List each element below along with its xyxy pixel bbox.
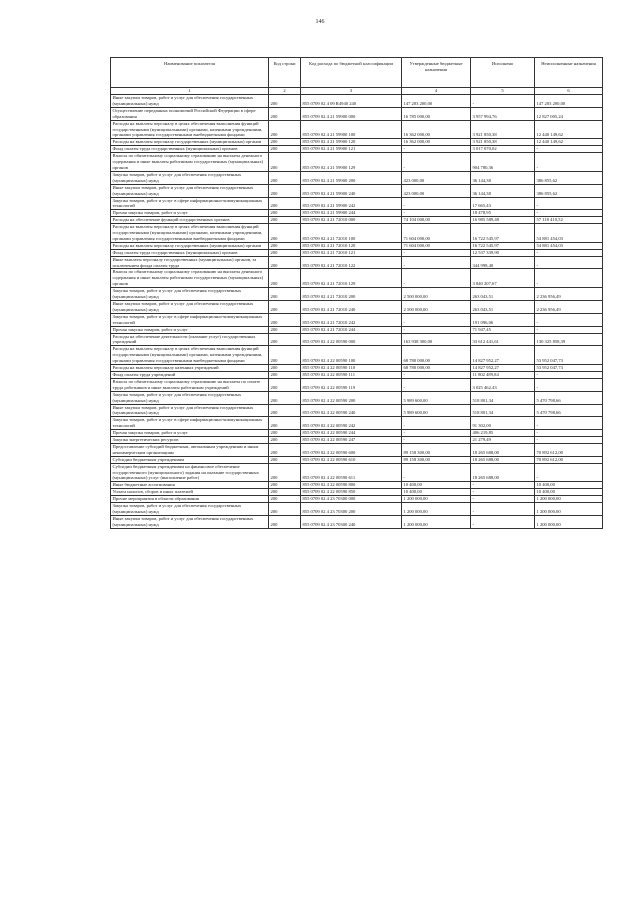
row-executed-cell: 191 096,06 bbox=[471, 313, 535, 326]
row-approved-cell: 2 500 000,00 bbox=[402, 288, 471, 301]
row-unexecuted-cell: 70 892 612,00 bbox=[535, 456, 603, 463]
row-name-cell: Расходы на обеспечение функций государственных органов bbox=[111, 217, 269, 224]
row-unexecuted-cell: 130 325 858,39 bbox=[535, 333, 603, 346]
row-code-cell: 200 bbox=[269, 463, 301, 482]
table-row bbox=[111, 333, 603, 346]
row-code-cell: 200 bbox=[269, 391, 301, 404]
row-classification-cell: 855 0709 02 4 21 72010 129 bbox=[301, 269, 402, 288]
row-code-cell: 200 bbox=[269, 456, 301, 463]
table-row bbox=[111, 496, 603, 503]
row-classification-cell: 855 0709 02 4 23 70300 000 bbox=[301, 496, 402, 503]
row-approved-cell: - bbox=[402, 437, 471, 444]
row-executed-cell: 33 612 441,61 bbox=[471, 333, 535, 346]
header-approved: Утвержденные бюджетные назначения bbox=[402, 58, 471, 88]
row-name-cell: Закупка энергетических ресурсов bbox=[111, 437, 269, 444]
row-classification-cell: 855 0709 02 4 21 59900 240 bbox=[301, 184, 402, 197]
row-name-cell: Взносы по обязательному социальному страхованию на выплаты денежного содержания и иные выплаты работникам государственных (муниципальных) органов bbox=[111, 269, 269, 288]
row-code-cell: 200 bbox=[269, 443, 301, 456]
row-approved-cell: - bbox=[402, 269, 471, 288]
table-row bbox=[111, 378, 603, 391]
row-unexecuted-cell: - bbox=[535, 256, 603, 269]
row-name-cell: Иные закупки товаров, работ и услуг для обеспечения государственных (муниципальных) нужд bbox=[111, 184, 269, 197]
table-row bbox=[111, 107, 603, 120]
row-code-cell: 200 bbox=[269, 326, 301, 333]
row-name-cell: Расходы на выплаты персоналу в целях обеспечения выполнения функций государственными (муниципальными) органами, казенными учреждениями, органами управления государственными внебюджетными фондами bbox=[111, 346, 269, 365]
row-classification-cell: 855 0709 02 4 21 59900 000 bbox=[301, 107, 402, 120]
row-approved-cell: - bbox=[402, 326, 471, 333]
table-row bbox=[111, 313, 603, 326]
table-row bbox=[111, 197, 603, 210]
row-name-cell: Закупка товаров, работ и услуг в сфере информационно-коммуникационных технологий bbox=[111, 417, 269, 430]
row-name-cell: Иные закупки товаров, работ и услуг для обеспечения государственных (муниципальных) нужд bbox=[111, 95, 269, 108]
row-name-cell: Расходы на выплаты персоналу казенных учреждений bbox=[111, 365, 269, 372]
row-executed-cell: 3 957 994,76 bbox=[471, 107, 535, 120]
row-executed-cell: - bbox=[471, 482, 535, 489]
row-unexecuted-cell: 12 827 005,24 bbox=[535, 107, 603, 120]
row-executed-cell: 3 921 850,38 bbox=[471, 120, 535, 139]
row-classification-cell: 855 0709 02 4 22 00590 850 bbox=[301, 489, 402, 496]
row-classification-cell: 855 0709 02 4 22 00590 240 bbox=[301, 404, 402, 417]
row-executed-cell: 18 478,95 bbox=[471, 210, 535, 217]
table-row bbox=[111, 242, 603, 249]
row-approved-cell: 16 785 000,00 bbox=[402, 107, 471, 120]
row-classification-cell: 855 0709 02 4 23 70300 200 bbox=[301, 503, 402, 516]
row-unexecuted-cell: 54 881 454,03 bbox=[535, 224, 603, 243]
row-name-cell: Прочая закупка товаров, работ и услуг bbox=[111, 210, 269, 217]
row-approved-cell: 423 000,00 bbox=[402, 171, 471, 184]
row-code-cell: 200 bbox=[269, 120, 301, 139]
row-name-cell: Закупка товаров, работ и услуг для обеспечения государственных (муниципальных) нужд bbox=[111, 503, 269, 516]
row-unexecuted-cell: 1 200 000,00 bbox=[535, 496, 603, 503]
table-row bbox=[111, 443, 603, 456]
row-name-cell: Расходы на выплаты персоналу в целях обеспечения выполнения функций государственными (муниципальными) органами, казенными учреждениями, органами управления государственными внебюджетными фондами bbox=[111, 224, 269, 243]
page-number: 146 bbox=[315, 19, 325, 25]
row-unexecuted-cell: 57 118 410,52 bbox=[535, 217, 603, 224]
table-row bbox=[111, 269, 603, 288]
row-executed-cell: 18 265 688,00 bbox=[471, 456, 535, 463]
row-classification-cell: 855 0709 02 4 21 72010 200 bbox=[301, 288, 402, 301]
row-approved-cell: 71 604 000,00 bbox=[402, 224, 471, 243]
row-unexecuted-cell: 10 400,00 bbox=[535, 482, 603, 489]
row-approved-cell: - bbox=[402, 153, 471, 172]
row-approved-cell: - bbox=[402, 256, 471, 269]
row-code-cell: 200 bbox=[269, 489, 301, 496]
row-unexecuted-cell: - bbox=[535, 463, 603, 482]
row-executed-cell: - bbox=[471, 503, 535, 516]
row-unexecuted-cell: 5 470 798,66 bbox=[535, 404, 603, 417]
row-code-cell: 200 bbox=[269, 256, 301, 269]
row-name-cell: Прочая закупка товаров, работ и услуг bbox=[111, 430, 269, 437]
row-code-cell: 200 bbox=[269, 184, 301, 197]
row-unexecuted-cell: 147 203 200,00 bbox=[535, 95, 603, 108]
table-row bbox=[111, 456, 603, 463]
row-approved-cell: 16 362 000,00 bbox=[402, 139, 471, 146]
row-approved-cell: - bbox=[402, 463, 471, 482]
row-name-cell: Расходы на выплаты персоналу государственных (муниципальных) органов bbox=[111, 139, 269, 146]
row-approved-cell: - bbox=[402, 313, 471, 326]
row-executed-cell: 3 840 207,67 bbox=[471, 269, 535, 288]
row-executed-cell: 14 827 952,27 bbox=[471, 346, 535, 365]
row-code-cell: 200 bbox=[269, 404, 301, 417]
row-approved-cell: - bbox=[402, 197, 471, 210]
table-row bbox=[111, 371, 603, 378]
header-budget-classification: Код расхода по бюджетной классификации bbox=[301, 58, 402, 88]
row-classification-cell: 855 0709 02 4 22 00590 247 bbox=[301, 437, 402, 444]
header-line-code: Код строки bbox=[269, 58, 301, 88]
row-approved-cell: 1 200 000,00 bbox=[402, 515, 471, 528]
row-approved-cell: 89 158 300,00 bbox=[402, 443, 471, 456]
row-name-cell: Закупка товаров, работ и услуг в сфере информационно-коммуникационных технологий bbox=[111, 313, 269, 326]
table-row bbox=[111, 95, 603, 108]
row-unexecuted-cell: - bbox=[535, 437, 603, 444]
row-unexecuted-cell: - bbox=[535, 430, 603, 437]
row-name-cell: Расходы на обеспечение деятельности (оказание услуг) государственных учреждений bbox=[111, 333, 269, 346]
row-classification-cell: 855 0709 02 4 22 00590 610 bbox=[301, 456, 402, 463]
row-code-cell: 200 bbox=[269, 224, 301, 243]
row-executed-cell: 16 722 545,97 bbox=[471, 224, 535, 243]
row-name-cell: Осуществление переданных полномочий Российской Федерации в сфере образования bbox=[111, 107, 269, 120]
row-code-cell: 200 bbox=[269, 107, 301, 120]
row-executed-cell: 36 144,38 bbox=[471, 171, 535, 184]
row-code-cell: 200 bbox=[269, 515, 301, 528]
table-row bbox=[111, 482, 603, 489]
row-classification-cell: 855 0709 02 4 21 72010 244 bbox=[301, 326, 402, 333]
table-row bbox=[111, 224, 603, 243]
row-executed-cell: 18 265 688,00 bbox=[471, 443, 535, 456]
column-number: 6 bbox=[535, 88, 603, 95]
table-row bbox=[111, 326, 603, 333]
row-unexecuted-cell: 1 200 000,00 bbox=[535, 515, 603, 528]
table-row bbox=[111, 249, 603, 256]
row-classification-cell: 855 0709 02 4 22 00590 111 bbox=[301, 371, 402, 378]
row-unexecuted-cell: - bbox=[535, 313, 603, 326]
budget-execution-table bbox=[110, 57, 603, 529]
row-code-cell: 200 bbox=[269, 365, 301, 372]
row-executed-cell: 904 780,36 bbox=[471, 153, 535, 172]
row-executed-cell: 406 219,85 bbox=[471, 430, 535, 437]
table-row bbox=[111, 139, 603, 146]
row-executed-cell: 11 802 489,84 bbox=[471, 371, 535, 378]
row-unexecuted-cell: 70 892 612,00 bbox=[535, 443, 603, 456]
row-classification-cell: 855 0709 02 4 22 00590 100 bbox=[301, 346, 402, 365]
row-unexecuted-cell: - bbox=[535, 269, 603, 288]
row-classification-cell: 855 0709 02 4 22 00590 200 bbox=[301, 391, 402, 404]
row-name-cell: Субсидии бюджетным учреждениям bbox=[111, 456, 269, 463]
row-classification-cell: 855 0709 02 4 21 72010 121 bbox=[301, 249, 402, 256]
row-executed-cell: - bbox=[471, 496, 535, 503]
row-classification-cell: 855 0709 02 4 21 59900 129 bbox=[301, 153, 402, 172]
row-unexecuted-cell: 53 952 047,73 bbox=[535, 365, 603, 372]
column-number: 3 bbox=[301, 88, 402, 95]
table-row bbox=[111, 146, 603, 153]
row-name-cell: Уплата налогов, сборов и иных платежей bbox=[111, 489, 269, 496]
table-row bbox=[111, 256, 603, 269]
row-approved-cell: 68 780 000,00 bbox=[402, 365, 471, 372]
column-number: 5 bbox=[471, 88, 535, 95]
row-approved-cell: 89 158 300,00 bbox=[402, 456, 471, 463]
row-executed-cell: 12 537 339,90 bbox=[471, 249, 535, 256]
row-executed-cell: - bbox=[471, 515, 535, 528]
row-name-cell: Фонд оплаты труда государственных (муниципальных) органов bbox=[111, 249, 269, 256]
row-classification-cell: 855 0709 02 4 22 00590 110 bbox=[301, 365, 402, 372]
row-classification-cell: 855 0709 02 4 21 72010 000 bbox=[301, 217, 402, 224]
table-row bbox=[111, 217, 603, 224]
row-approved-cell: 5 989 600,00 bbox=[402, 391, 471, 404]
row-approved-cell: - bbox=[402, 430, 471, 437]
row-code-cell: 200 bbox=[269, 417, 301, 430]
row-approved-cell: 71 604 000,00 bbox=[402, 242, 471, 249]
row-approved-cell: 16 362 000,00 bbox=[402, 120, 471, 139]
row-unexecuted-cell: 54 881 454,03 bbox=[535, 242, 603, 249]
row-name-cell: Закупка товаров, работ и услуг для обеспечения государственных (муниципальных) нужд bbox=[111, 288, 269, 301]
row-classification-cell: 855 0709 02 4 21 72010 122 bbox=[301, 256, 402, 269]
row-classification-cell: 855 0709 02 4 21 59900 121 bbox=[301, 146, 402, 153]
header-unexecuted: Неисполненные назначения bbox=[535, 58, 603, 88]
row-code-cell: 200 bbox=[269, 269, 301, 288]
row-unexecuted-cell: 10 400,00 bbox=[535, 489, 603, 496]
row-code-cell: 200 bbox=[269, 333, 301, 346]
column-number: 2 bbox=[269, 88, 301, 95]
table-row bbox=[111, 463, 603, 482]
row-classification-cell: 855 0709 02 4 22 00590 242 bbox=[301, 417, 402, 430]
row-unexecuted-cell: - bbox=[535, 197, 603, 210]
row-approved-cell: 68 780 000,00 bbox=[402, 346, 471, 365]
table-row bbox=[111, 120, 603, 139]
row-executed-cell: 263 043,51 bbox=[471, 288, 535, 301]
table-row bbox=[111, 171, 603, 184]
row-executed-cell: 91 302,00 bbox=[471, 417, 535, 430]
row-approved-cell: 5 989 600,00 bbox=[402, 404, 471, 417]
row-code-cell: 200 bbox=[269, 249, 301, 256]
header-indicator-name: Наименование показателя bbox=[111, 58, 269, 88]
table-row bbox=[111, 301, 603, 314]
table-row bbox=[111, 153, 603, 172]
row-unexecuted-cell: 386 855,62 bbox=[535, 171, 603, 184]
row-executed-cell: 17 665,43 bbox=[471, 197, 535, 210]
row-executed-cell: 344 998,40 bbox=[471, 256, 535, 269]
row-classification-cell: 855 0709 02 4 21 59900 244 bbox=[301, 210, 402, 217]
row-code-cell: 200 bbox=[269, 482, 301, 489]
row-unexecuted-cell: - bbox=[535, 146, 603, 153]
row-name-cell: Субсидии бюджетным учреждениям на финансовое обеспечение государственного (муниципального) задания на оказание государственных (муниципальных) услуг (выполнение работ) bbox=[111, 463, 269, 482]
table-row bbox=[111, 184, 603, 197]
row-code-cell: 200 bbox=[269, 371, 301, 378]
column-number: 4 bbox=[402, 88, 471, 95]
row-name-cell: Взносы по обязательному социальному страхованию на выплаты денежного содержания и иные выплаты работникам государственных (муниципальных) органов bbox=[111, 153, 269, 172]
row-approved-cell: 147 203 200,00 bbox=[402, 95, 471, 108]
row-code-cell: 200 bbox=[269, 288, 301, 301]
row-approved-cell: - bbox=[402, 378, 471, 391]
row-name-cell: Иные закупки товаров, работ и услуг для обеспечения государственных (муниципальных) нужд bbox=[111, 515, 269, 528]
row-executed-cell: 71 947,45 bbox=[471, 326, 535, 333]
row-classification-cell: 855 0709 02 4 21 59900 120 bbox=[301, 139, 402, 146]
table-row bbox=[111, 404, 603, 417]
row-classification-cell: 855 0709 02 4 21 72010 120 bbox=[301, 242, 402, 249]
row-approved-cell: 10 400,00 bbox=[402, 489, 471, 496]
row-executed-cell: - bbox=[471, 489, 535, 496]
row-approved-cell: - bbox=[402, 146, 471, 153]
row-unexecuted-cell: - bbox=[535, 417, 603, 430]
row-approved-cell: - bbox=[402, 371, 471, 378]
row-executed-cell: 18 265 688,00 bbox=[471, 463, 535, 482]
row-executed-cell: 14 827 952,27 bbox=[471, 365, 535, 372]
row-code-cell: 200 bbox=[269, 378, 301, 391]
row-classification-cell: 855 0709 02 4 21 59900 200 bbox=[301, 171, 402, 184]
row-executed-cell: 36 144,38 bbox=[471, 184, 535, 197]
row-code-cell: 200 bbox=[269, 210, 301, 217]
column-number-row bbox=[111, 88, 603, 95]
row-name-cell: Расходы на выплаты персоналу государственных (муниципальных) органов bbox=[111, 242, 269, 249]
row-name-cell: Предоставление субсидий бюджетным, автономным учреждениям и иным некоммерческим организациям bbox=[111, 443, 269, 456]
row-unexecuted-cell: 53 952 047,73 bbox=[535, 346, 603, 365]
row-approved-cell: - bbox=[402, 210, 471, 217]
row-executed-cell: 518 801,34 bbox=[471, 391, 535, 404]
row-approved-cell: 2 500 000,00 bbox=[402, 301, 471, 314]
row-approved-cell: - bbox=[402, 249, 471, 256]
row-unexecuted-cell: 386 855,62 bbox=[535, 184, 603, 197]
column-number: 1 bbox=[111, 88, 269, 95]
row-executed-cell: 16 722 545,97 bbox=[471, 242, 535, 249]
row-approved-cell: 1 200 000,00 bbox=[402, 503, 471, 516]
row-approved-cell: 74 104 000,00 bbox=[402, 217, 471, 224]
row-code-cell: 200 bbox=[269, 313, 301, 326]
table-row bbox=[111, 489, 603, 496]
row-code-cell: 200 bbox=[269, 346, 301, 365]
row-code-cell: 200 bbox=[269, 197, 301, 210]
row-executed-cell: 16 985 589,48 bbox=[471, 217, 535, 224]
row-name-cell: Иные бюджетные ассигнования bbox=[111, 482, 269, 489]
row-classification-cell: 855 0709 02 4 22 00590 244 bbox=[301, 430, 402, 437]
row-classification-cell: 855 0709 02 4 21 59900 242 bbox=[301, 197, 402, 210]
row-unexecuted-cell: - bbox=[535, 371, 603, 378]
row-code-cell: 200 bbox=[269, 171, 301, 184]
row-unexecuted-cell: - bbox=[535, 249, 603, 256]
row-unexecuted-cell: - bbox=[535, 326, 603, 333]
row-name-cell: Иные закупки товаров, работ и услуг для обеспечения государственных (муниципальных) нужд bbox=[111, 301, 269, 314]
row-name-cell: Взносы по обязательному социальному страхованию на выплаты по оплате труда работников и иные выплаты работникам учреждений bbox=[111, 378, 269, 391]
row-code-cell: 200 bbox=[269, 496, 301, 503]
row-classification-cell: 855 0709 02 4 22 00590 600 bbox=[301, 443, 402, 456]
row-approved-cell: 163 938 300,00 bbox=[402, 333, 471, 346]
row-name-cell: Закупка товаров, работ и услуг для обеспечения государственных (муниципальных) нужд bbox=[111, 391, 269, 404]
row-name-cell: Иные выплаты персоналу государственных (муниципальных) органов, за исключением фонда оплаты труда bbox=[111, 256, 269, 269]
row-code-cell: 200 bbox=[269, 301, 301, 314]
row-unexecuted-cell: 5 470 798,66 bbox=[535, 391, 603, 404]
row-unexecuted-cell: - bbox=[535, 378, 603, 391]
row-executed-cell: 263 043,51 bbox=[471, 301, 535, 314]
row-code-cell: 200 bbox=[269, 503, 301, 516]
row-name-cell: Расходы на выплаты персоналу в целях обеспечения выполнения функций государственными (муниципальными) органами, казенными учреждениями, органами управления государственными внебюджетными фондами bbox=[111, 120, 269, 139]
row-code-cell: 200 bbox=[269, 146, 301, 153]
row-executed-cell: 3 017 070,02 bbox=[471, 146, 535, 153]
header-row bbox=[111, 58, 603, 88]
row-classification-cell: 855 0709 02 4 21 72010 240 bbox=[301, 301, 402, 314]
row-code-cell: 200 bbox=[269, 242, 301, 249]
row-classification-cell: 855 0709 02 4 22 00590 611 bbox=[301, 463, 402, 482]
table-row bbox=[111, 430, 603, 437]
row-classification-cell: 855 0709 02 4 09 R4940 240 bbox=[301, 95, 402, 108]
table-row bbox=[111, 437, 603, 444]
row-unexecuted-cell: 2 236 956,49 bbox=[535, 288, 603, 301]
row-name-cell: Закупка товаров, работ и услуг в сфере информационно-коммуникационных технологий bbox=[111, 197, 269, 210]
row-classification-cell: 855 0709 02 4 21 59900 100 bbox=[301, 120, 402, 139]
row-classification-cell: 855 0709 02 4 21 72010 242 bbox=[301, 313, 402, 326]
row-code-cell: 200 bbox=[269, 153, 301, 172]
row-approved-cell: 1 200 000,00 bbox=[402, 496, 471, 503]
row-unexecuted-cell: - bbox=[535, 210, 603, 217]
row-classification-cell: 855 0709 02 4 22 00590 119 bbox=[301, 378, 402, 391]
row-approved-cell: 10 400,00 bbox=[402, 482, 471, 489]
row-code-cell: 200 bbox=[269, 430, 301, 437]
row-name-cell: Прочая закупка товаров, работ и услуг bbox=[111, 326, 269, 333]
row-code-cell: 200 bbox=[269, 95, 301, 108]
table-row bbox=[111, 288, 603, 301]
row-executed-cell: 21 279,49 bbox=[471, 437, 535, 444]
table-row bbox=[111, 210, 603, 217]
table-row bbox=[111, 503, 603, 516]
row-unexecuted-cell: 12 440 149,62 bbox=[535, 120, 603, 139]
row-code-cell: 200 bbox=[269, 217, 301, 224]
row-name-cell: Фонд оплаты труда учреждений bbox=[111, 371, 269, 378]
row-approved-cell: - bbox=[402, 417, 471, 430]
header-executed: Исполнено bbox=[471, 58, 535, 88]
table-row bbox=[111, 365, 603, 372]
row-unexecuted-cell: 2 236 956,49 bbox=[535, 301, 603, 314]
row-executed-cell: 518 801,34 bbox=[471, 404, 535, 417]
row-classification-cell: 855 0709 02 4 22 00590 000 bbox=[301, 333, 402, 346]
row-code-cell: 200 bbox=[269, 437, 301, 444]
table-row bbox=[111, 515, 603, 528]
row-code-cell: 200 bbox=[269, 139, 301, 146]
row-unexecuted-cell: 1 200 000,00 bbox=[535, 503, 603, 516]
row-name-cell: Фонд оплаты труда государственных (муниципальных) органов bbox=[111, 146, 269, 153]
row-executed-cell: - bbox=[471, 95, 535, 108]
row-approved-cell: 423 000,00 bbox=[402, 184, 471, 197]
row-classification-cell: 855 0709 02 4 21 72010 100 bbox=[301, 224, 402, 243]
row-unexecuted-cell: 12 440 149,62 bbox=[535, 139, 603, 146]
table-row bbox=[111, 391, 603, 404]
row-classification-cell: 855 0709 02 4 22 00590 800 bbox=[301, 482, 402, 489]
row-classification-cell: 855 0709 02 4 23 70300 240 bbox=[301, 515, 402, 528]
row-executed-cell: 3 025 462,43 bbox=[471, 378, 535, 391]
table-row bbox=[111, 346, 603, 365]
row-name-cell: Прочие мероприятия в области образования bbox=[111, 496, 269, 503]
table-row bbox=[111, 417, 603, 430]
row-unexecuted-cell: - bbox=[535, 153, 603, 172]
row-name-cell: Иные закупки товаров, работ и услуг для обеспечения государственных (муниципальных) нужд bbox=[111, 404, 269, 417]
row-name-cell: Закупка товаров, работ и услуг для обеспечения государственных (муниципальных) нужд bbox=[111, 171, 269, 184]
row-executed-cell: 3 921 850,38 bbox=[471, 139, 535, 146]
